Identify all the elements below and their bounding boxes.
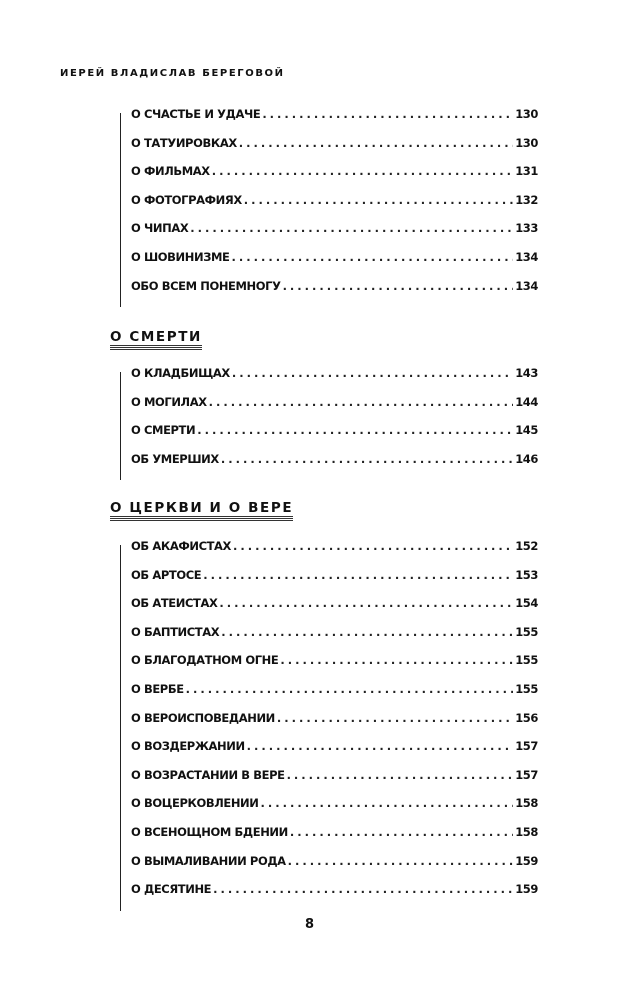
- toc-entry[interactable]: [131, 423, 538, 452]
- toc-entry[interactable]: [131, 796, 538, 825]
- toc-entry[interactable]: [131, 682, 538, 711]
- toc-entry-page: 134: [515, 278, 538, 293]
- toc-entry-page: 153: [515, 567, 538, 582]
- toc-entry[interactable]: [131, 107, 538, 136]
- toc-entry-title: О КЛАДБИЩАХ: [131, 366, 230, 380]
- toc-entry-page: 157: [515, 739, 538, 754]
- toc-entry[interactable]: [131, 653, 538, 682]
- dot-leader: [221, 452, 513, 466]
- toc-entry-page: 158: [515, 796, 538, 811]
- dot-leader: [219, 596, 513, 610]
- toc-entry-title: ОБО ВСЕМ ПОНЕМНОГУ: [131, 278, 281, 293]
- toc-block-death: [120, 366, 538, 480]
- toc-entry-title: О ВСЕНОЩНОМ БДЕНИИ: [131, 824, 288, 839]
- toc-entry-title: О БЛАГОДАТНОМ ОГНЕ: [131, 653, 279, 668]
- toc-entry-title: О ВОЗРАСТАНИИ В ВЕРЕ: [131, 767, 285, 782]
- toc-entry-title: О ВОЦЕРКОВЛЕНИИ: [131, 796, 259, 811]
- toc-entry-page: 159: [515, 853, 538, 868]
- toc-entry-title: О ВЕРБЕ: [131, 681, 184, 696]
- toc-entry[interactable]: [131, 739, 538, 768]
- dot-leader: [190, 221, 513, 235]
- toc-entry-title: О ФОТОГРАФИЯХ: [131, 192, 242, 207]
- toc-entry[interactable]: [131, 366, 538, 395]
- toc-entry-page: 154: [515, 596, 538, 611]
- dot-leader: [280, 653, 513, 667]
- toc-entry-page: 159: [515, 882, 538, 897]
- section-heading-label: О СМЕРТИ: [110, 329, 202, 345]
- dot-leader: [232, 366, 513, 380]
- dot-leader: [239, 136, 513, 150]
- toc-entry-title: О ШОВИНИЗМЕ: [131, 249, 230, 264]
- dot-leader: [213, 882, 513, 896]
- dot-leader: [244, 193, 513, 207]
- toc-entry[interactable]: [131, 136, 538, 165]
- heading-underline: [110, 345, 202, 350]
- toc-entry-title: О СЧАСТЬЕ И УДАЧЕ: [131, 107, 261, 121]
- dot-leader: [186, 682, 514, 696]
- toc-entry[interactable]: [131, 193, 538, 222]
- dot-leader: [287, 768, 514, 782]
- toc-entry-page: 144: [515, 394, 538, 409]
- toc-block-intro: [120, 107, 538, 307]
- toc-entry-page: 157: [515, 767, 538, 782]
- toc-entry-title: О ВЫМАЛИВАНИИ РОДА: [131, 853, 286, 868]
- toc-entry-page: 131: [515, 164, 538, 179]
- section-heading-death[interactable]: [110, 329, 202, 350]
- toc-entry-page: 158: [515, 824, 538, 839]
- section-heading-label: О ЦЕРКВИ И О ВЕРЕ: [110, 500, 294, 516]
- toc-entry-page: 143: [515, 366, 538, 380]
- toc-entry-title: О МОГИЛАХ: [131, 394, 207, 409]
- toc-entry[interactable]: [131, 596, 538, 625]
- toc-entry-page: 155: [515, 624, 538, 639]
- toc-entry-title: О БАПТИСТАХ: [131, 624, 220, 639]
- toc-block-church: [120, 539, 538, 911]
- toc-entry-title: ОБ АТЕИСТАХ: [131, 596, 218, 611]
- toc-entry-title: О ВЕРОИСПОВЕДАНИИ: [131, 710, 275, 725]
- dot-leader: [247, 739, 514, 753]
- toc-entry-page: 134: [515, 249, 538, 264]
- toc-entry[interactable]: [131, 825, 538, 854]
- dot-leader: [283, 279, 514, 293]
- toc-entry[interactable]: [131, 452, 538, 481]
- toc-entry[interactable]: [131, 250, 538, 279]
- toc-entry-title: О ДЕСЯТИНЕ: [131, 882, 212, 897]
- dot-leader: [290, 825, 513, 839]
- toc-entry-page: 130: [515, 135, 538, 150]
- dot-leader: [261, 796, 514, 810]
- toc-entry-page: 152: [515, 539, 538, 553]
- toc-entry-page: 132: [515, 192, 538, 207]
- dot-leader: [197, 423, 513, 437]
- toc-entry-title: О СМЕРТИ: [131, 423, 196, 438]
- toc-entry[interactable]: [131, 568, 538, 597]
- toc-entry[interactable]: [131, 768, 538, 797]
- toc-entry-page: 146: [515, 451, 538, 466]
- toc-entry-title: ОБ АКАФИСТАХ: [131, 539, 232, 553]
- toc-entry[interactable]: [131, 854, 538, 883]
- dot-leader: [288, 854, 514, 868]
- toc-entry-title: ОБ УМЕРШИХ: [131, 451, 219, 466]
- toc-entry-page: 155: [515, 681, 538, 696]
- toc-entry-title: ОБ АРТОСЕ: [131, 567, 202, 582]
- toc-entry[interactable]: [131, 625, 538, 654]
- toc-entry-title: О ЧИПАХ: [131, 221, 189, 236]
- heading-underline: [110, 516, 293, 521]
- section-heading-church[interactable]: [110, 500, 293, 521]
- toc-entry[interactable]: [131, 882, 538, 911]
- toc-entry[interactable]: [131, 279, 538, 308]
- toc-entry-title: О ВОЗДЕРЖАНИИ: [131, 739, 245, 754]
- toc-entry[interactable]: [131, 395, 538, 424]
- dot-leader: [233, 539, 513, 553]
- dot-leader: [262, 107, 513, 121]
- dot-leader: [209, 395, 514, 409]
- dot-leader: [231, 250, 513, 264]
- dot-leader: [221, 625, 513, 639]
- toc-entry-title: О ФИЛЬМАХ: [131, 164, 210, 179]
- dot-leader: [277, 711, 513, 725]
- page-number: 8: [304, 917, 315, 932]
- toc-entry-page: 130: [515, 107, 538, 121]
- running-head: ИЕРЕЙ ВЛАДИСЛАВ БЕРЕГОВОЙ: [60, 68, 285, 79]
- toc-entry-page: 155: [515, 653, 538, 668]
- toc-entry-title: О ТАТУИРОВКАХ: [131, 135, 237, 150]
- toc-entry[interactable]: [131, 711, 538, 740]
- toc-entry-page: 145: [515, 423, 538, 438]
- toc-entry[interactable]: [131, 164, 538, 193]
- toc-entry-page: 156: [515, 710, 538, 725]
- dot-leader: [212, 164, 513, 178]
- dot-leader: [203, 568, 513, 582]
- toc-entry[interactable]: [131, 539, 538, 568]
- toc-entry[interactable]: [131, 221, 538, 250]
- toc-entry-page: 133: [515, 221, 538, 236]
